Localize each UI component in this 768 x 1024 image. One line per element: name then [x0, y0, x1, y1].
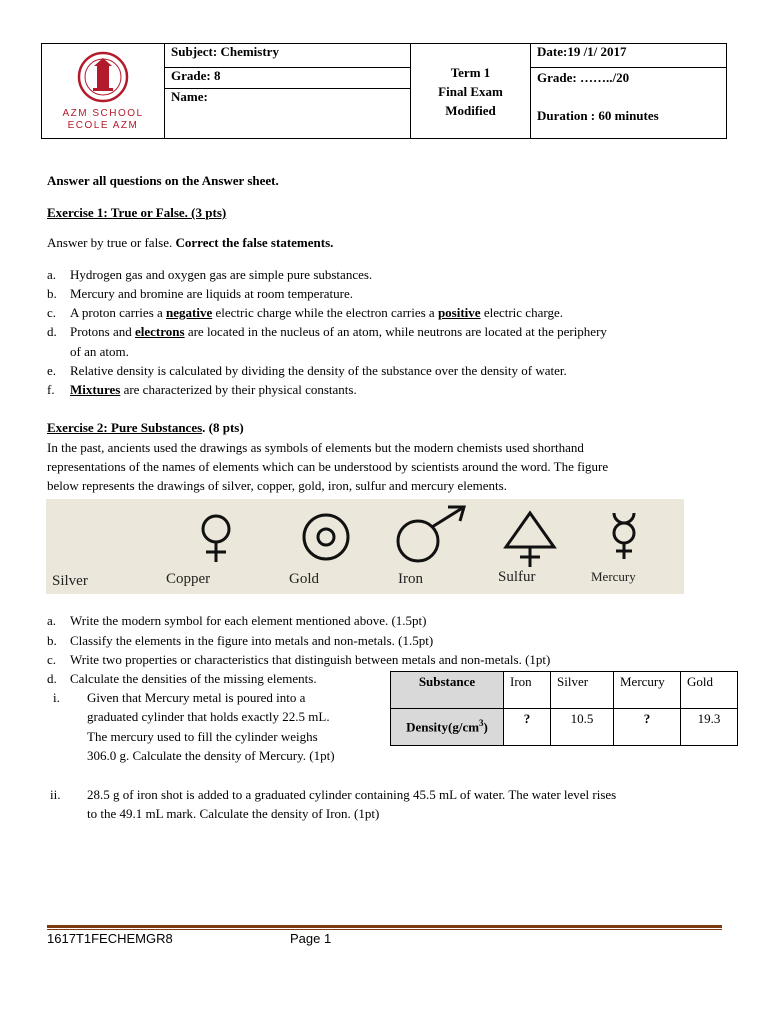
footer-divider-thick — [47, 925, 722, 928]
footer-page: Page 1 — [290, 931, 332, 946]
symbol-label-mercury: Mercury — [591, 569, 636, 584]
table-header-iron: Iron — [504, 672, 551, 709]
ex2-question-i-num: i. — [53, 690, 60, 705]
table-cell-gold: 19.3 — [681, 709, 738, 746]
school-name: AZM SCHOOL ECOLE AZM — [62, 108, 144, 131]
footer-divider-thin — [47, 929, 722, 930]
ex2-question-i-4: 306.0 g. Calculate the density of Mercury. (1pt) — [87, 748, 335, 763]
ex2-para-2: representations of the names of elements which can be understood by scientists around the word. The figure — [47, 459, 609, 474]
table-cell-mercury: ? — [614, 709, 681, 746]
ex2-question-ii-1: 28.5 g of iron shot is added to a graduated cylinder containing 45.5 mL of water. The water level rises — [87, 787, 617, 802]
ex2-question-ii-2: to the 49.1 mL mark. Calculate the density of Iron. (1pt) — [87, 806, 380, 821]
table-row-density-label: $Density(g/cm^3)$ — [391, 709, 504, 746]
ex2-question-i-3: The mercury used to fill the cylinder weighs — [87, 729, 318, 744]
ex2-para-1: In the past, ancients used the drawings as symbols of elements but the modern chemists used shorthand — [47, 440, 584, 455]
ex1-item-b: b. Mercury and bromine are liquids at room temperature. — [47, 286, 354, 301]
ex1-title: Exercise 1: True or False. (3 pts) — [47, 205, 227, 220]
ex2-question-b: b. Classify the elements in the figure into metals and non-metals. (1.5pt) — [47, 633, 434, 648]
table-header-substance: Substance — [391, 672, 504, 709]
date-cell: Date:19 /1/ 2017 — [531, 44, 727, 68]
symbol-label-gold: Gold — [289, 571, 319, 587]
exam-header — [41, 43, 727, 139]
ex2-para-3: below represents the drawings of silver, copper, gold, iron, sulfur and mercury elements. — [47, 478, 507, 493]
score-duration-cell: Grade: ……../20 Duration : 60 minutes — [531, 68, 727, 139]
ex2-question-i-2: graduated cylinder that holds exactly 22.5 mL. — [87, 709, 330, 724]
school-logo-cell — [42, 44, 165, 139]
ex2-title: Exercise 2: Pure Substances. (8 pts) — [47, 420, 244, 435]
alchemy-symbols-icon — [46, 499, 684, 594]
density-table — [390, 671, 738, 746]
ex1-item-e: e. Relative density is calculated by dividing the density of the substance over the density of water. — [47, 363, 567, 378]
footer-code: 1617T1FECHEMGR8 — [47, 931, 173, 946]
symbol-label-iron: Iron — [398, 571, 423, 587]
table-header-mercury: Mercury — [614, 672, 681, 709]
name-cell: Name: — [165, 89, 411, 139]
ex2-question-c: c. Write two properties or characteristics that distinguish between metals and non-metals. (1pt) — [47, 652, 551, 667]
table-cell-iron: ? — [504, 709, 551, 746]
subject-cell: Subject: Chemistry — [165, 44, 411, 68]
ex1-item-a: a. Hydrogen gas and oxygen gas are simple pure substances. — [47, 267, 373, 282]
school-logo-icon — [76, 50, 130, 104]
ex2-question-d: d. Calculate the densities of the missing elements. — [47, 671, 317, 686]
ex2-question-a: a. Write the modern symbol for each element mentioned above. (1.5pt) — [47, 613, 427, 628]
term-cell: Term 1 Final Exam Modified — [411, 44, 531, 139]
table-cell-silver: 10.5 — [551, 709, 614, 746]
symbol-label-sulfur: Sulfur — [498, 569, 536, 585]
element-symbols-figure — [46, 499, 684, 594]
table-header-gold: Gold — [681, 672, 738, 709]
ex1-item-d: d. Protons and electrons are located in the nucleus of an atom, while neutrons are located at the periphery — [47, 324, 607, 339]
symbol-label-silver: Silver — [52, 573, 88, 589]
table-header-silver: Silver — [551, 672, 614, 709]
instructions: Answer all questions on the Answer sheet. — [47, 173, 279, 188]
ex1-intro: Answer by true or false. Correct the false statements. — [47, 235, 334, 250]
symbol-label-copper: Copper — [166, 571, 211, 587]
ex2-question-i-1: Given that Mercury metal is poured into a — [87, 690, 306, 705]
ex1-item-d-cont: of an atom. — [70, 344, 129, 359]
ex2-question-ii-num: ii. — [50, 787, 61, 802]
ex1-item-c: c. A proton carries a negative electric charge while the electron carries a positive electric charge. — [47, 305, 563, 320]
grade-cell: Grade: 8 — [165, 68, 411, 89]
ex1-item-f: f. Mixtures are characterized by their physical constants. — [47, 382, 357, 397]
